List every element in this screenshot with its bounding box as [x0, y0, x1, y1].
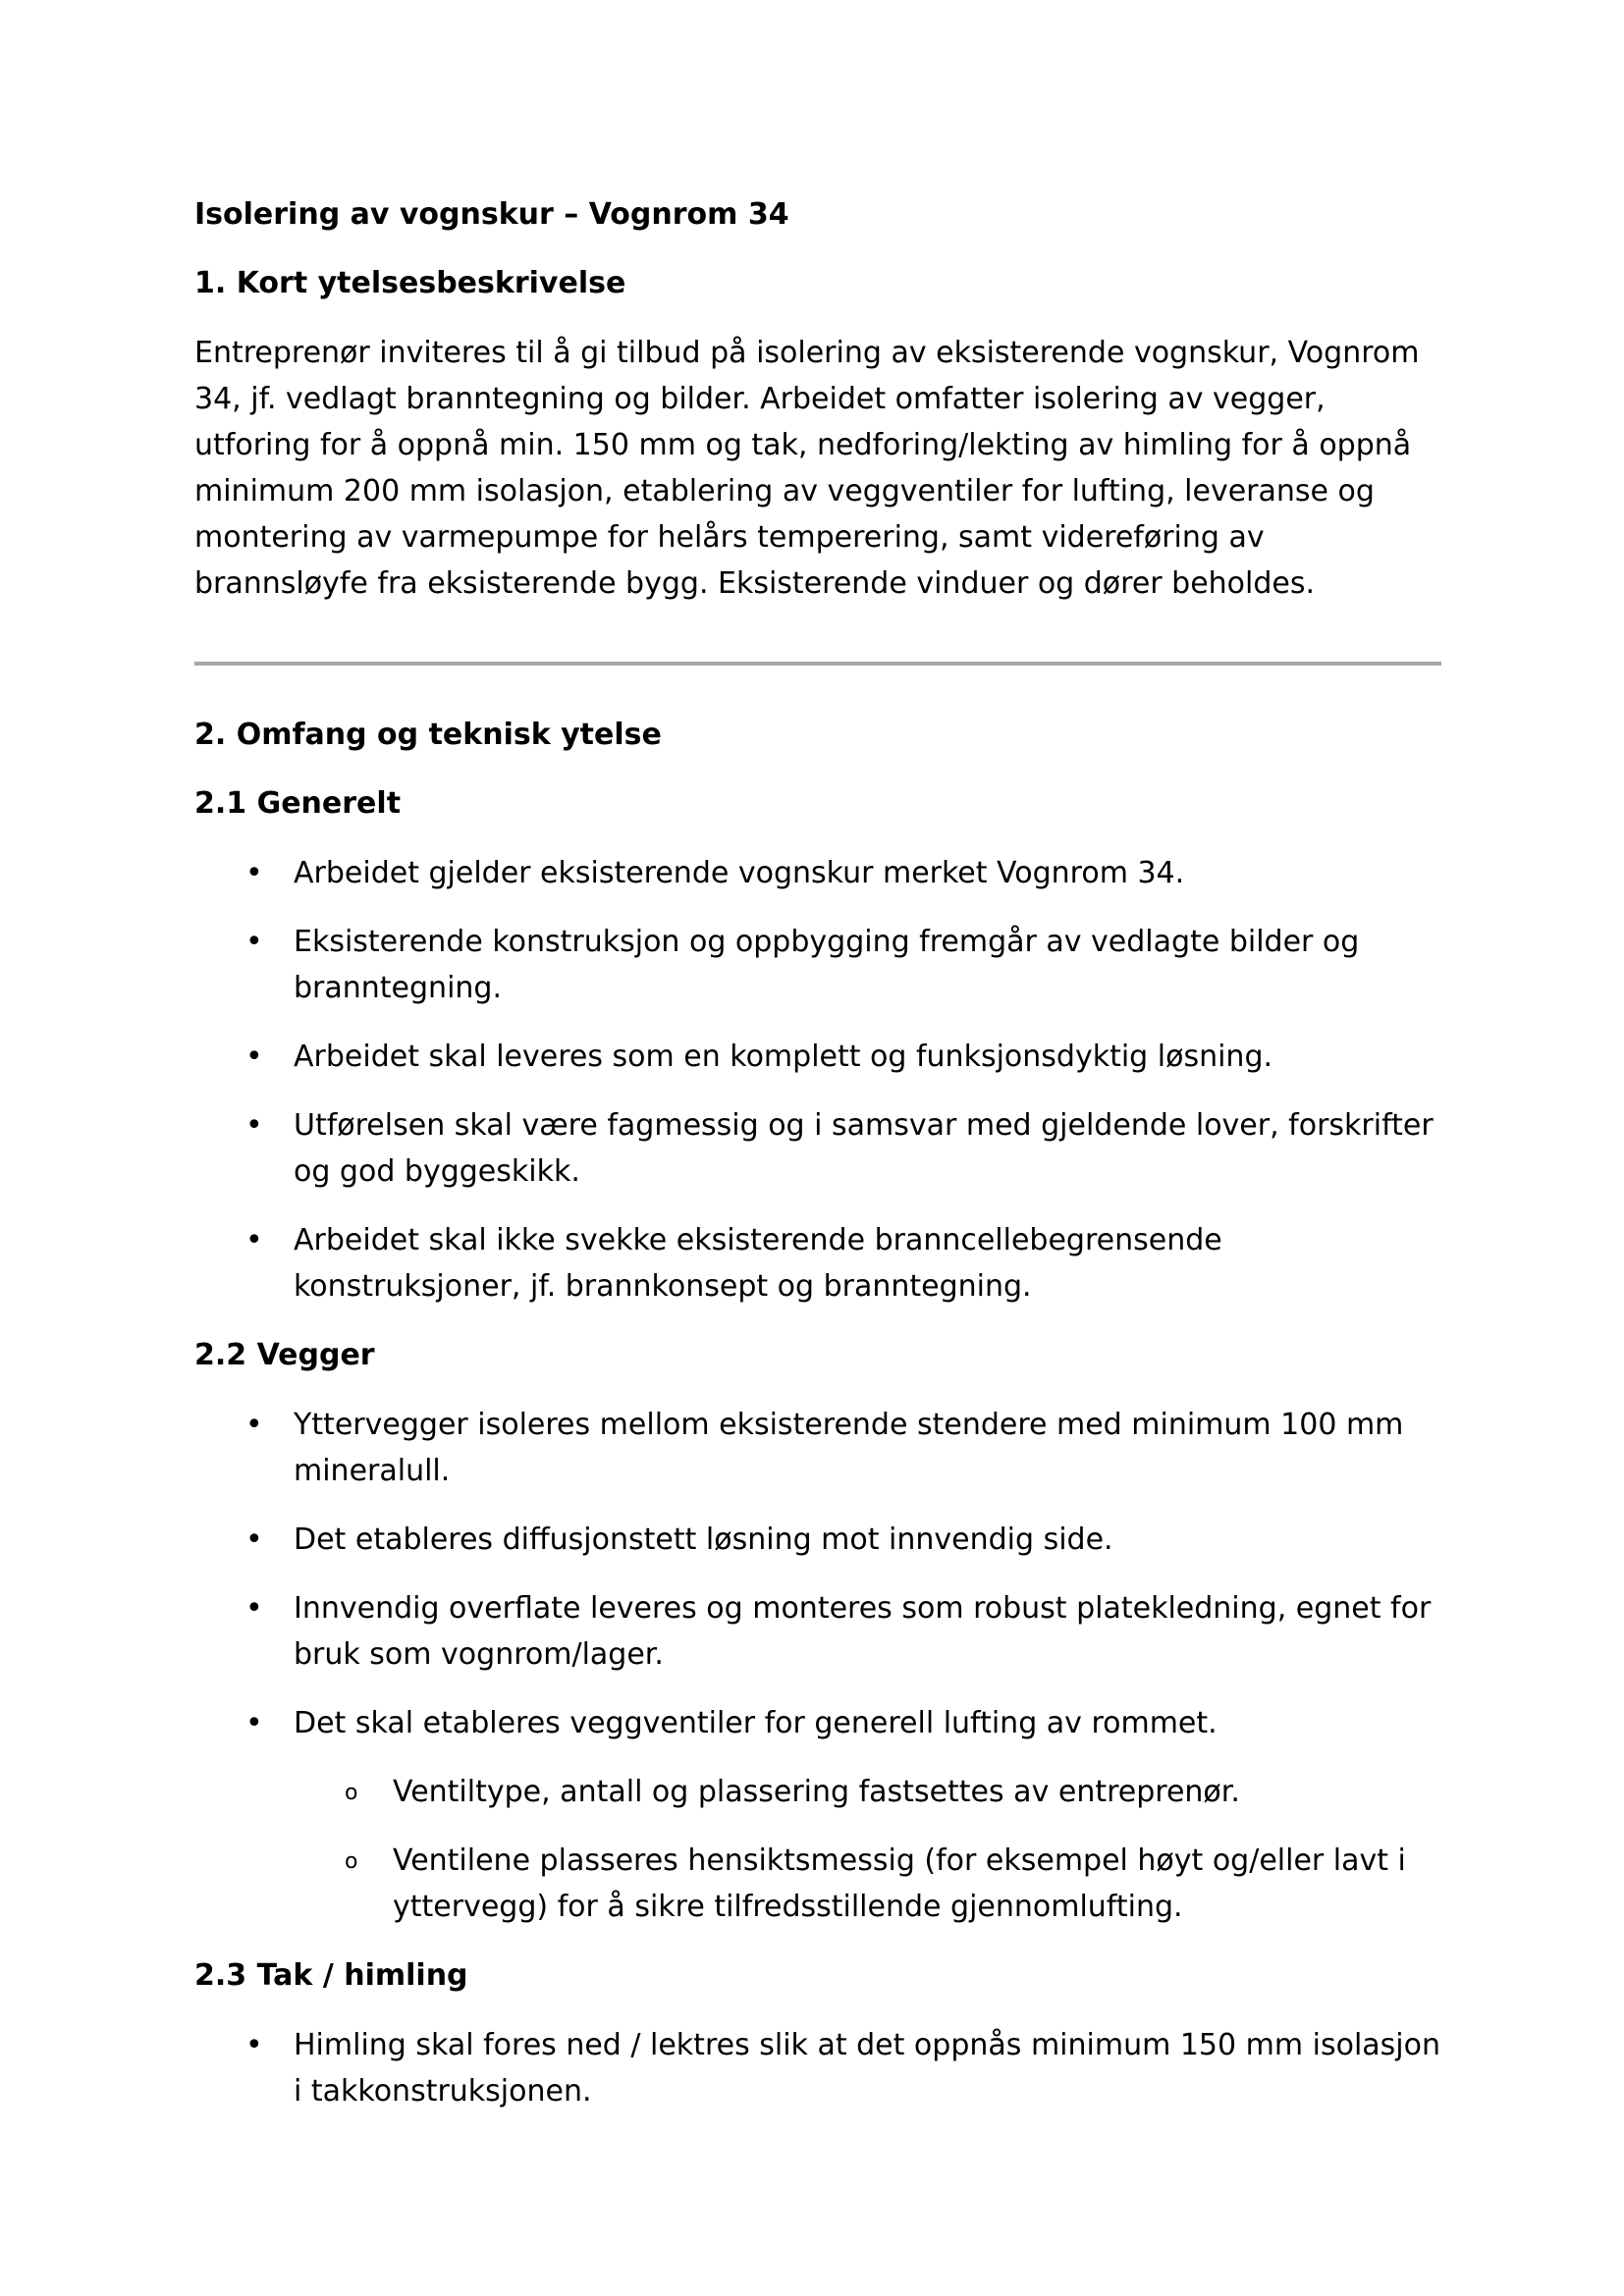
bullet-icon: • — [245, 925, 263, 959]
bullet-icon: • — [245, 1591, 263, 1626]
section-2-heading: 2. Omfang og teknisk ytelse — [194, 718, 662, 752]
list-item: • Utførelsen skal være fagmessig og i samsvar med gjeldende lover, forskrifter og god byggeskikk. — [194, 1102, 1441, 1195]
list-item: • Yttervegger isoleres mellom eksisterende stendere med minimum 100 mm mineralull. — [194, 1402, 1441, 1494]
bullet-icon: • — [245, 1223, 263, 1257]
list-item: • Det skal etableres veggventiler for generell lufting av rommet. o Ventiltype, antall og plassering fastsettes av entreprenør. o Ventilene plasseres hensiktsmessig (for eksempel høyt og/eller lavt i yttervegg) for å sikre tilfredsstillende gjennomlufting. — [194, 1700, 1441, 1930]
list-item: • Innvendig overflate leveres og monteres som robust platekledning, egnet for bruk som vognrom/lager. — [194, 1585, 1441, 1678]
circle-bullet-icon: o — [345, 1781, 358, 1805]
list-item: • Eksisterende konstruksjon og oppbygging fremgår av vedlagte bilder og branntegning. — [194, 919, 1441, 1011]
bullet-icon: • — [245, 1522, 263, 1557]
section-1-text: Entreprenør inviteres til å gi tilbud på isolering av eksisterende vognskur, Vognrom 34, jf. vedlagt branntegning og bilder. Arbeidet omfatter isolering av vegger, utforing for å oppnå min. 150 mm og tak, nedforing/lekting av himling for å oppnå minimum 200 mm isolasjon, etablering av veggventiler for lufting, leveranse og montering av varmepumpe for helårs temperering, samt videreføring av brannsløyfe fra eksisterende bygg. Eksisterende vinduer og dører beholdes. — [194, 336, 1420, 601]
bullet-icon: • — [245, 1706, 263, 1740]
list-item: • Det etableres diffusjonstett løsning mot innvendig side. — [194, 1517, 1441, 1563]
list-item: • Arbeidet skal leveres som en komplett og funksjonsdyktig løsning. — [194, 1034, 1441, 1080]
section-2-2-heading: 2.2 Vegger — [194, 1338, 375, 1372]
document-title: Isolering av vognskur – Vognrom 34 — [194, 197, 789, 232]
section-2-1-heading: 2.1 Generelt — [194, 786, 402, 821]
list-item: • Arbeidet skal ikke svekke eksisterende branncellebegrensende konstruksjoner, jf. brannkonsept og branntegning. — [194, 1217, 1441, 1309]
bullet-icon: • — [245, 1040, 263, 1074]
sub-list-item: o Ventilene plasseres hensiktsmessig (for eksempel høyt og/eller lavt i yttervegg) for å sikre tilfredsstillende gjennomlufting. — [294, 1838, 1441, 1930]
bullet-icon: • — [245, 2028, 263, 2062]
generelt-list — [194, 850, 1441, 1309]
list-item: • Arbeidet gjelder eksisterende vognskur merket Vognrom 34. — [194, 850, 1441, 896]
horizontal-divider — [194, 662, 1441, 666]
bullet-icon: • — [245, 856, 263, 890]
section-2-3-heading: 2.3 Tak / himling — [194, 1958, 468, 1993]
document-page — [194, 192, 1441, 2138]
bullet-icon: • — [245, 1408, 263, 1442]
list-item: • Himling skal fores ned / lektres slik at det oppnås minimum 150 mm isolasjon i takkonstruksjonen. — [194, 2022, 1441, 2114]
circle-bullet-icon: o — [345, 1849, 358, 1874]
sub-list-item: o Ventiltype, antall og plassering fastsettes av entreprenør. — [294, 1769, 1441, 1815]
bullet-icon: • — [245, 1108, 263, 1143]
vegger-sublist — [294, 1769, 1441, 1930]
vegger-list — [194, 1402, 1441, 1930]
section-1-heading: 1. Kort ytelsesbeskrivelse — [194, 266, 626, 300]
tak-list — [194, 2022, 1441, 2114]
